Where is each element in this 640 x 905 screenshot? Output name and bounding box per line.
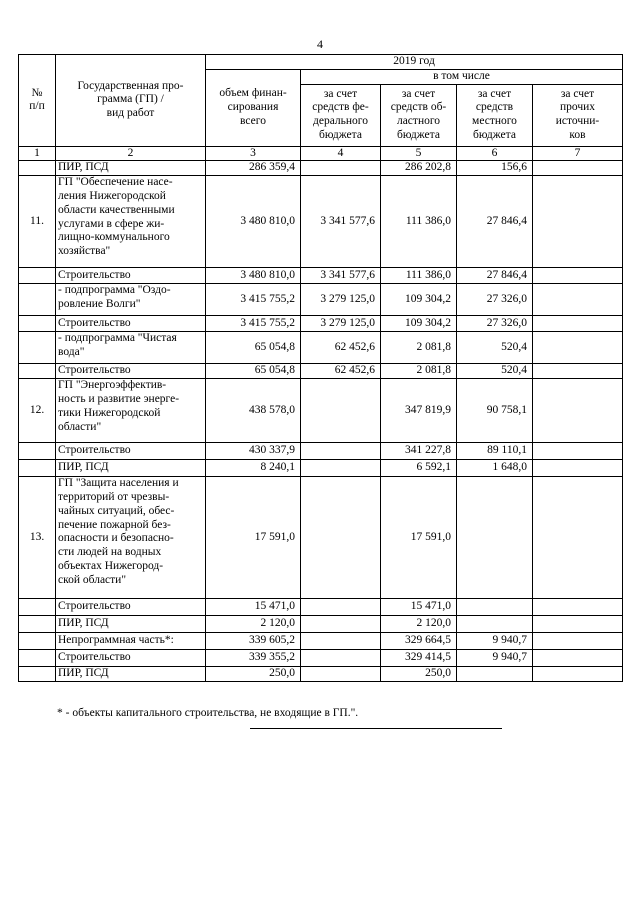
header-other: за счет прочих источни- ков xyxy=(533,84,623,146)
table-row xyxy=(19,616,623,633)
row-other xyxy=(533,633,623,650)
row-total: 339 605,2 xyxy=(206,633,301,650)
row-local: 89 110,1 xyxy=(457,443,533,460)
page-number: 4 xyxy=(317,37,323,51)
row-number xyxy=(19,284,56,316)
row-other xyxy=(533,443,623,460)
table-row xyxy=(19,599,623,616)
row-federal xyxy=(301,443,381,460)
row-local: 9 940,7 xyxy=(457,650,533,667)
col-number: 3 xyxy=(206,146,301,161)
header-local: за счет средств местного бюджета xyxy=(457,84,533,146)
row-name: Строительство xyxy=(56,443,206,460)
row-federal xyxy=(301,161,381,176)
header-year: 2019 год xyxy=(206,55,623,70)
header-program: Государственная про- грамма (ГП) / вид работ xyxy=(56,55,206,147)
row-number xyxy=(19,443,56,460)
row-local xyxy=(457,667,533,682)
header-federal: за счет средств фе- дерального бюджета xyxy=(301,84,381,146)
row-other xyxy=(533,667,623,682)
table-row xyxy=(19,667,623,682)
row-other xyxy=(533,284,623,316)
row-regional: 347 819,9 xyxy=(381,379,457,443)
row-total: 8 240,1 xyxy=(206,460,301,477)
row-federal xyxy=(301,599,381,616)
row-local: 90 758,1 xyxy=(457,379,533,443)
row-total: 3 480 810,0 xyxy=(206,268,301,284)
table-row xyxy=(19,633,623,650)
row-name: - подпрограмма "Оздо- ровление Волги" xyxy=(56,284,206,316)
row-number xyxy=(19,316,56,332)
row-number xyxy=(19,364,56,379)
col-number: 7 xyxy=(533,146,623,161)
row-name: Строительство xyxy=(56,364,206,379)
row-other xyxy=(533,161,623,176)
row-total: 2 120,0 xyxy=(206,616,301,633)
row-local xyxy=(457,599,533,616)
row-number xyxy=(19,616,56,633)
table-row xyxy=(19,650,623,667)
row-total: 339 355,2 xyxy=(206,650,301,667)
closing-rule xyxy=(250,728,502,729)
row-regional: 2 081,8 xyxy=(381,364,457,379)
row-federal: 3 341 577,6 xyxy=(301,176,381,268)
row-other xyxy=(533,268,623,284)
table-row xyxy=(19,161,623,176)
row-total: 17 591,0 xyxy=(206,477,301,599)
row-local: 520,4 xyxy=(457,332,533,364)
table-row xyxy=(19,176,623,268)
table-row xyxy=(19,316,623,332)
row-number xyxy=(19,633,56,650)
row-regional: 329 414,5 xyxy=(381,650,457,667)
row-name: Непрограммная часть*: xyxy=(56,633,206,650)
row-number: 13. xyxy=(19,477,56,599)
row-federal: 3 279 125,0 xyxy=(301,284,381,316)
row-regional: 329 664,5 xyxy=(381,633,457,650)
row-regional: 2 081,8 xyxy=(381,332,457,364)
row-number xyxy=(19,332,56,364)
row-name: ПИР, ПСД xyxy=(56,667,206,682)
row-federal xyxy=(301,633,381,650)
row-total: 250,0 xyxy=(206,667,301,682)
row-federal xyxy=(301,477,381,599)
row-local: 1 648,0 xyxy=(457,460,533,477)
row-federal: 62 452,6 xyxy=(301,364,381,379)
header-regional: за счет средств об- ластного бюджета xyxy=(381,84,457,146)
row-local: 520,4 xyxy=(457,364,533,379)
row-number: 11. xyxy=(19,176,56,268)
row-federal xyxy=(301,667,381,682)
row-local: 156,6 xyxy=(457,161,533,176)
row-other xyxy=(533,616,623,633)
row-regional: 109 304,2 xyxy=(381,284,457,316)
row-regional: 286 202,8 xyxy=(381,161,457,176)
financing-table xyxy=(18,54,623,682)
row-total: 3 480 810,0 xyxy=(206,176,301,268)
col-number: 4 xyxy=(301,146,381,161)
table-row xyxy=(19,443,623,460)
row-other xyxy=(533,379,623,443)
row-name: ПИР, ПСД xyxy=(56,616,206,633)
table-row xyxy=(19,332,623,364)
row-name: ГП "Обеспечение насе- ления Нижегородской области качественными услугами в сфере жи- лищно-коммунального хозяйства" xyxy=(56,176,206,268)
row-total: 65 054,8 xyxy=(206,364,301,379)
table-row xyxy=(19,460,623,477)
row-total: 3 415 755,2 xyxy=(206,284,301,316)
row-name: Строительство xyxy=(56,268,206,284)
row-total: 3 415 755,2 xyxy=(206,316,301,332)
row-name: ГП "Защита населения и территорий от чрезвы- чайных ситуаций, обес- печение пожарной без- опасности и безопасно- сти людей на водных объектах Нижегород- ской области" xyxy=(56,477,206,599)
row-number xyxy=(19,650,56,667)
row-other xyxy=(533,316,623,332)
row-name: Строительство xyxy=(56,316,206,332)
row-number xyxy=(19,667,56,682)
row-number xyxy=(19,161,56,176)
column-numbers-row xyxy=(19,146,623,161)
row-local xyxy=(457,477,533,599)
row-other xyxy=(533,460,623,477)
row-local: 27 846,4 xyxy=(457,268,533,284)
row-name: ПИР, ПСД xyxy=(56,460,206,477)
row-number xyxy=(19,460,56,477)
table-row xyxy=(19,477,623,599)
row-other xyxy=(533,364,623,379)
row-local xyxy=(457,616,533,633)
row-regional: 111 386,0 xyxy=(381,268,457,284)
row-regional: 111 386,0 xyxy=(381,176,457,268)
row-name: ПИР, ПСД xyxy=(56,161,206,176)
row-local: 9 940,7 xyxy=(457,633,533,650)
row-total: 65 054,8 xyxy=(206,332,301,364)
row-name: Строительство xyxy=(56,650,206,667)
table-row xyxy=(19,379,623,443)
row-regional: 250,0 xyxy=(381,667,457,682)
row-other xyxy=(533,176,623,268)
row-total: 430 337,9 xyxy=(206,443,301,460)
table-row xyxy=(19,268,623,284)
header-total: объем финан- сирования всего xyxy=(206,69,301,146)
row-local: 27 326,0 xyxy=(457,316,533,332)
row-federal xyxy=(301,616,381,633)
row-total: 438 578,0 xyxy=(206,379,301,443)
row-other xyxy=(533,332,623,364)
row-total: 15 471,0 xyxy=(206,599,301,616)
row-other xyxy=(533,477,623,599)
row-name: - подпрограмма "Чистая вода" xyxy=(56,332,206,364)
row-regional: 17 591,0 xyxy=(381,477,457,599)
row-federal xyxy=(301,650,381,667)
row-regional: 15 471,0 xyxy=(381,599,457,616)
row-federal xyxy=(301,379,381,443)
col-number: 2 xyxy=(56,146,206,161)
row-local: 27 846,4 xyxy=(457,176,533,268)
table-row xyxy=(19,284,623,316)
row-name: ГП "Энергоэффектив- ность и развитие энерге- тики Нижегородской области" xyxy=(56,379,206,443)
header-in-that: в том числе xyxy=(301,69,623,84)
col-number: 5 xyxy=(381,146,457,161)
col-number: 1 xyxy=(19,146,56,161)
row-regional: 109 304,2 xyxy=(381,316,457,332)
row-regional: 2 120,0 xyxy=(381,616,457,633)
row-number: 12. xyxy=(19,379,56,443)
row-number xyxy=(19,268,56,284)
row-regional: 6 592,1 xyxy=(381,460,457,477)
row-federal: 3 341 577,6 xyxy=(301,268,381,284)
row-other xyxy=(533,650,623,667)
row-number xyxy=(19,599,56,616)
row-federal xyxy=(301,460,381,477)
row-regional: 341 227,8 xyxy=(381,443,457,460)
row-federal: 62 452,6 xyxy=(301,332,381,364)
row-other xyxy=(533,599,623,616)
col-number: 6 xyxy=(457,146,533,161)
row-name: Строительство xyxy=(56,599,206,616)
row-local: 27 326,0 xyxy=(457,284,533,316)
footnote: * - объекты капитального строительства, не входящие в ГП.". xyxy=(57,707,359,719)
header-no: № п/п xyxy=(19,55,56,147)
row-federal: 3 279 125,0 xyxy=(301,316,381,332)
row-total: 286 359,4 xyxy=(206,161,301,176)
table-row xyxy=(19,364,623,379)
